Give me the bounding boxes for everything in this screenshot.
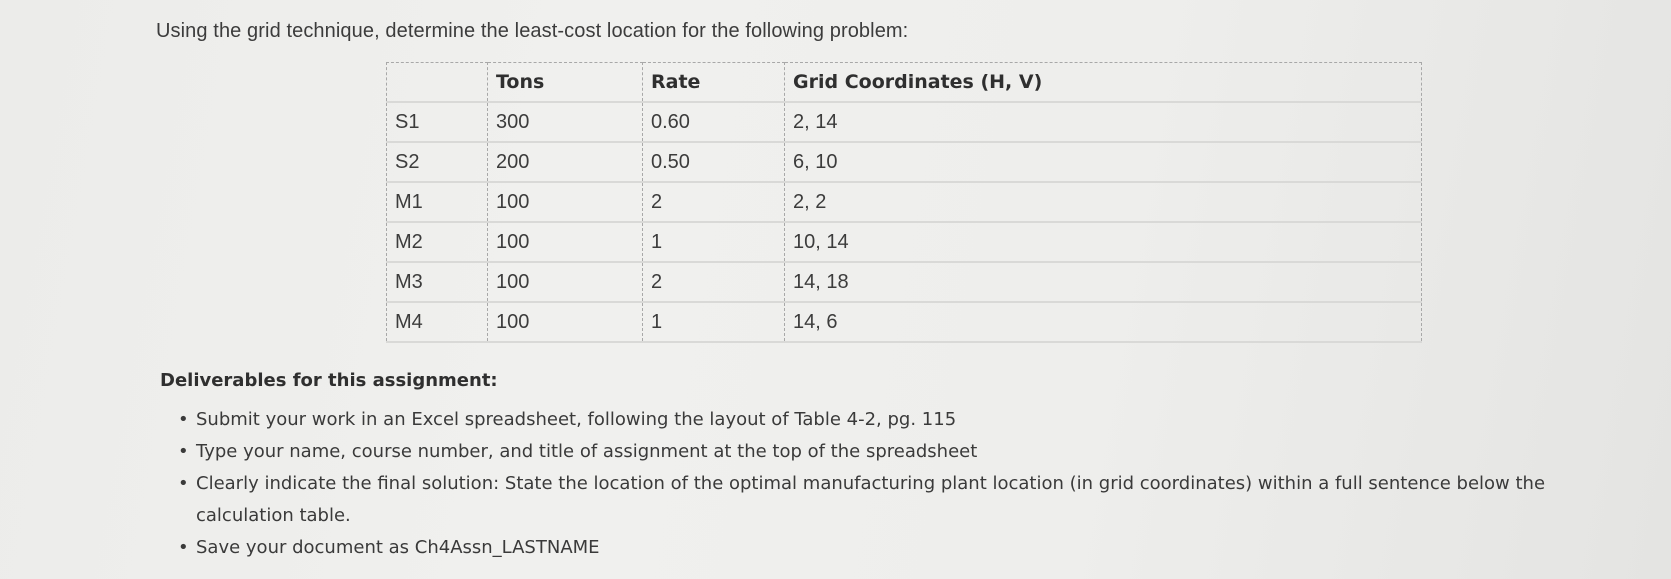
cell-coordinates: 14, 18 <box>785 262 1422 302</box>
list-item <box>178 436 1638 468</box>
cell-rate: 2 <box>643 182 785 222</box>
list-item-text: Submit your work in an Excel spreadsheet, following the layout of Table 4-2, pg. 115 <box>196 409 957 430</box>
cell-coordinates: 14, 6 <box>785 302 1422 342</box>
cell-tons: 100 <box>488 182 643 222</box>
cell-rate: 2 <box>643 262 785 302</box>
list-item <box>178 404 1638 436</box>
header-cell-rate: Rate <box>643 63 785 103</box>
cell-location: M4 <box>387 302 488 342</box>
cell-rate: 0.50 <box>643 142 785 182</box>
table-row <box>387 182 1422 222</box>
bullet-icon: • <box>178 409 189 430</box>
cell-tons: 300 <box>488 102 643 142</box>
list-item-text: Clearly indicate the final solution: State the location of the optimal manufacturing plant location (in grid coordinates) within a full sentence below the calculation table. <box>196 473 1546 526</box>
list-item-text: Type your name, course number, and title of assignment at the top of the spreadsheet <box>196 441 978 462</box>
deliverables-heading: Deliverables for this assignment: <box>160 370 498 391</box>
data-table <box>386 62 1422 343</box>
question-text: Using the grid technique, determine the least-cost location for the following problem: <box>156 20 909 42</box>
cell-tons: 200 <box>488 142 643 182</box>
cell-location: M1 <box>387 182 488 222</box>
cell-coordinates: 6, 10 <box>785 142 1422 182</box>
cell-location: M3 <box>387 262 488 302</box>
header-cell-tons: Tons <box>488 63 643 103</box>
list-item-text: Save your document as Ch4Assn_LASTNAME <box>196 537 600 558</box>
header-cell-label <box>387 63 488 103</box>
list-item <box>178 532 1638 564</box>
cell-location: S1 <box>387 102 488 142</box>
table-row <box>387 302 1422 342</box>
cell-tons: 100 <box>488 302 643 342</box>
table-row <box>387 262 1422 302</box>
cell-coordinates: 2, 2 <box>785 182 1422 222</box>
deliverables-list <box>178 404 1638 564</box>
table-row <box>387 102 1422 142</box>
bullet-icon: • <box>178 441 189 462</box>
table-row <box>387 222 1422 262</box>
header-cell-grid-coordinates: Grid Coordinates (H, V) <box>785 63 1422 103</box>
table-header-row <box>387 63 1422 103</box>
cell-location: M2 <box>387 222 488 262</box>
cell-coordinates: 10, 14 <box>785 222 1422 262</box>
table-row <box>387 142 1422 182</box>
cell-rate: 0.60 <box>643 102 785 142</box>
cell-rate: 1 <box>643 302 785 342</box>
list-item <box>178 468 1638 532</box>
cell-tons: 100 <box>488 262 643 302</box>
cell-tons: 100 <box>488 222 643 262</box>
cell-rate: 1 <box>643 222 785 262</box>
bullet-icon: • <box>178 473 189 494</box>
cell-coordinates: 2, 14 <box>785 102 1422 142</box>
cell-location: S2 <box>387 142 488 182</box>
bullet-icon: • <box>178 537 189 558</box>
